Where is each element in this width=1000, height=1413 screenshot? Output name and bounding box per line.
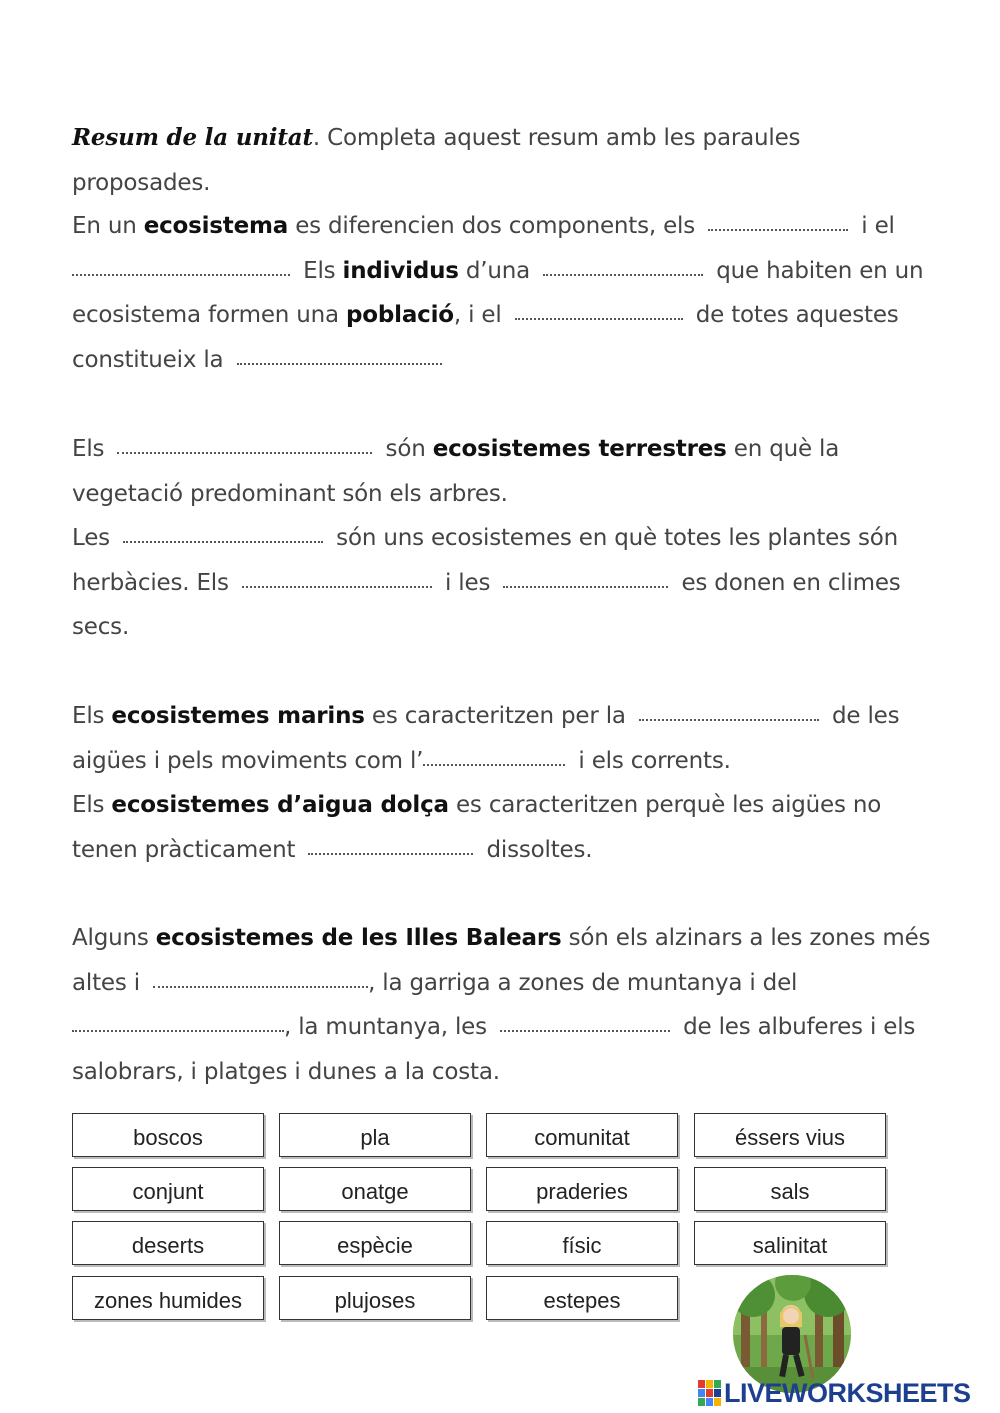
word-tile[interactable]: físic — [486, 1221, 678, 1265]
text: es caracteritzen per la — [364, 703, 633, 729]
text: , la muntanya, les — [284, 1014, 495, 1040]
text: Els — [72, 703, 112, 729]
blank-5[interactable] — [237, 357, 442, 365]
bold-term: individus — [342, 257, 459, 284]
bold-term: població — [346, 302, 454, 328]
unit-summary-title: Resum de la unitat — [72, 124, 313, 151]
bold-term: ecosistemes d’aigua dolça — [111, 792, 449, 818]
text: són — [378, 436, 433, 462]
avatar — [733, 1275, 851, 1393]
word-tile[interactable]: zones humides — [72, 1276, 264, 1320]
instructions-text: . Completa aquest resum amb les paraules proposades. — [72, 125, 801, 196]
paragraph-aquatic — [72, 694, 932, 872]
bold-term: ecosistemes marins — [111, 703, 365, 729]
text: es diferencien dos components, els — [288, 213, 703, 239]
text: són uns ecosistemes en què totes les plantes són herbàcies. Els — [72, 525, 899, 596]
text: Els — [72, 792, 112, 818]
text: i els corrents. — [571, 747, 731, 774]
text: són els alzinars a les zones més altes i — [72, 925, 931, 996]
text: , la garriga a zones de muntanya i del — [368, 969, 798, 996]
blank-1[interactable] — [708, 223, 848, 231]
text: Les — [72, 525, 118, 551]
word-tile[interactable]: deserts — [72, 1221, 264, 1265]
blank-15[interactable] — [500, 1024, 670, 1032]
word-tile[interactable]: boscos — [72, 1113, 264, 1157]
text: de les albuferes i els salobrars, i platges i dunes a la costa. — [72, 1014, 916, 1085]
word-tile[interactable]: salinitat — [694, 1221, 886, 1265]
blank-8[interactable] — [242, 580, 432, 588]
bold-term: ecosistemes terrestres — [432, 436, 727, 462]
paragraph-ecosystem — [72, 204, 932, 382]
blank-6[interactable] — [117, 446, 372, 454]
blank-11[interactable] — [423, 758, 565, 766]
blank-14[interactable] — [72, 1024, 284, 1032]
word-tile[interactable]: conjunt — [72, 1167, 264, 1211]
word-tile[interactable]: sals — [694, 1167, 886, 1211]
text: es caracteritzen perquè les aigües no tenen pràcticament — [72, 792, 882, 863]
text: que habiten en un ecosistema formen una — [72, 257, 924, 328]
text: de les aigües i pels moviments com l’ — [72, 703, 900, 774]
text: d’una — [458, 257, 538, 284]
bold-term: ecosistema — [143, 213, 289, 239]
blank-13[interactable] — [153, 980, 368, 988]
bold-term: ecosistemes de les Illes Balears — [155, 925, 562, 951]
blank-12[interactable] — [308, 847, 473, 855]
text: i les — [437, 569, 498, 596]
word-tile[interactable]: onatge — [279, 1167, 471, 1211]
paragraph-terrestrial — [72, 427, 932, 650]
word-tile[interactable]: praderies — [486, 1167, 678, 1211]
text: es donen en climes secs. — [72, 569, 901, 640]
blank-3[interactable] — [543, 268, 703, 276]
logo-text: LIVEWORKSHEETS — [724, 1378, 971, 1408]
text: Els — [72, 436, 112, 462]
text: i el — [854, 213, 895, 239]
liveworksheets-logo — [698, 1378, 971, 1408]
paragraph-balearic — [72, 916, 932, 1094]
blank-7[interactable] — [123, 535, 323, 543]
blank-4[interactable] — [515, 312, 683, 320]
blank-2[interactable] — [72, 268, 290, 276]
liveworksheets-logo-icon — [698, 1380, 722, 1406]
blank-10[interactable] — [639, 713, 819, 721]
word-tile[interactable]: estepes — [486, 1276, 678, 1320]
text: , i el — [453, 302, 509, 328]
word-tile[interactable]: espècie — [279, 1221, 471, 1265]
text: Alguns — [72, 925, 156, 951]
text: de totes aquestes constitueix la — [72, 302, 899, 373]
text: en què la vegetació predominant són els arbres. — [72, 436, 840, 507]
word-tile[interactable]: comunitat — [486, 1113, 678, 1157]
forest-avatar-icon — [733, 1275, 851, 1393]
text: dissoltes. — [479, 836, 593, 863]
word-tile[interactable]: pla — [279, 1113, 471, 1157]
instructions-line — [72, 116, 932, 205]
word-tile[interactable]: plujoses — [279, 1276, 471, 1320]
text: En un — [72, 213, 144, 239]
blank-9[interactable] — [503, 580, 668, 588]
text: Els — [296, 257, 343, 284]
word-tile[interactable]: éssers vius — [694, 1113, 886, 1157]
